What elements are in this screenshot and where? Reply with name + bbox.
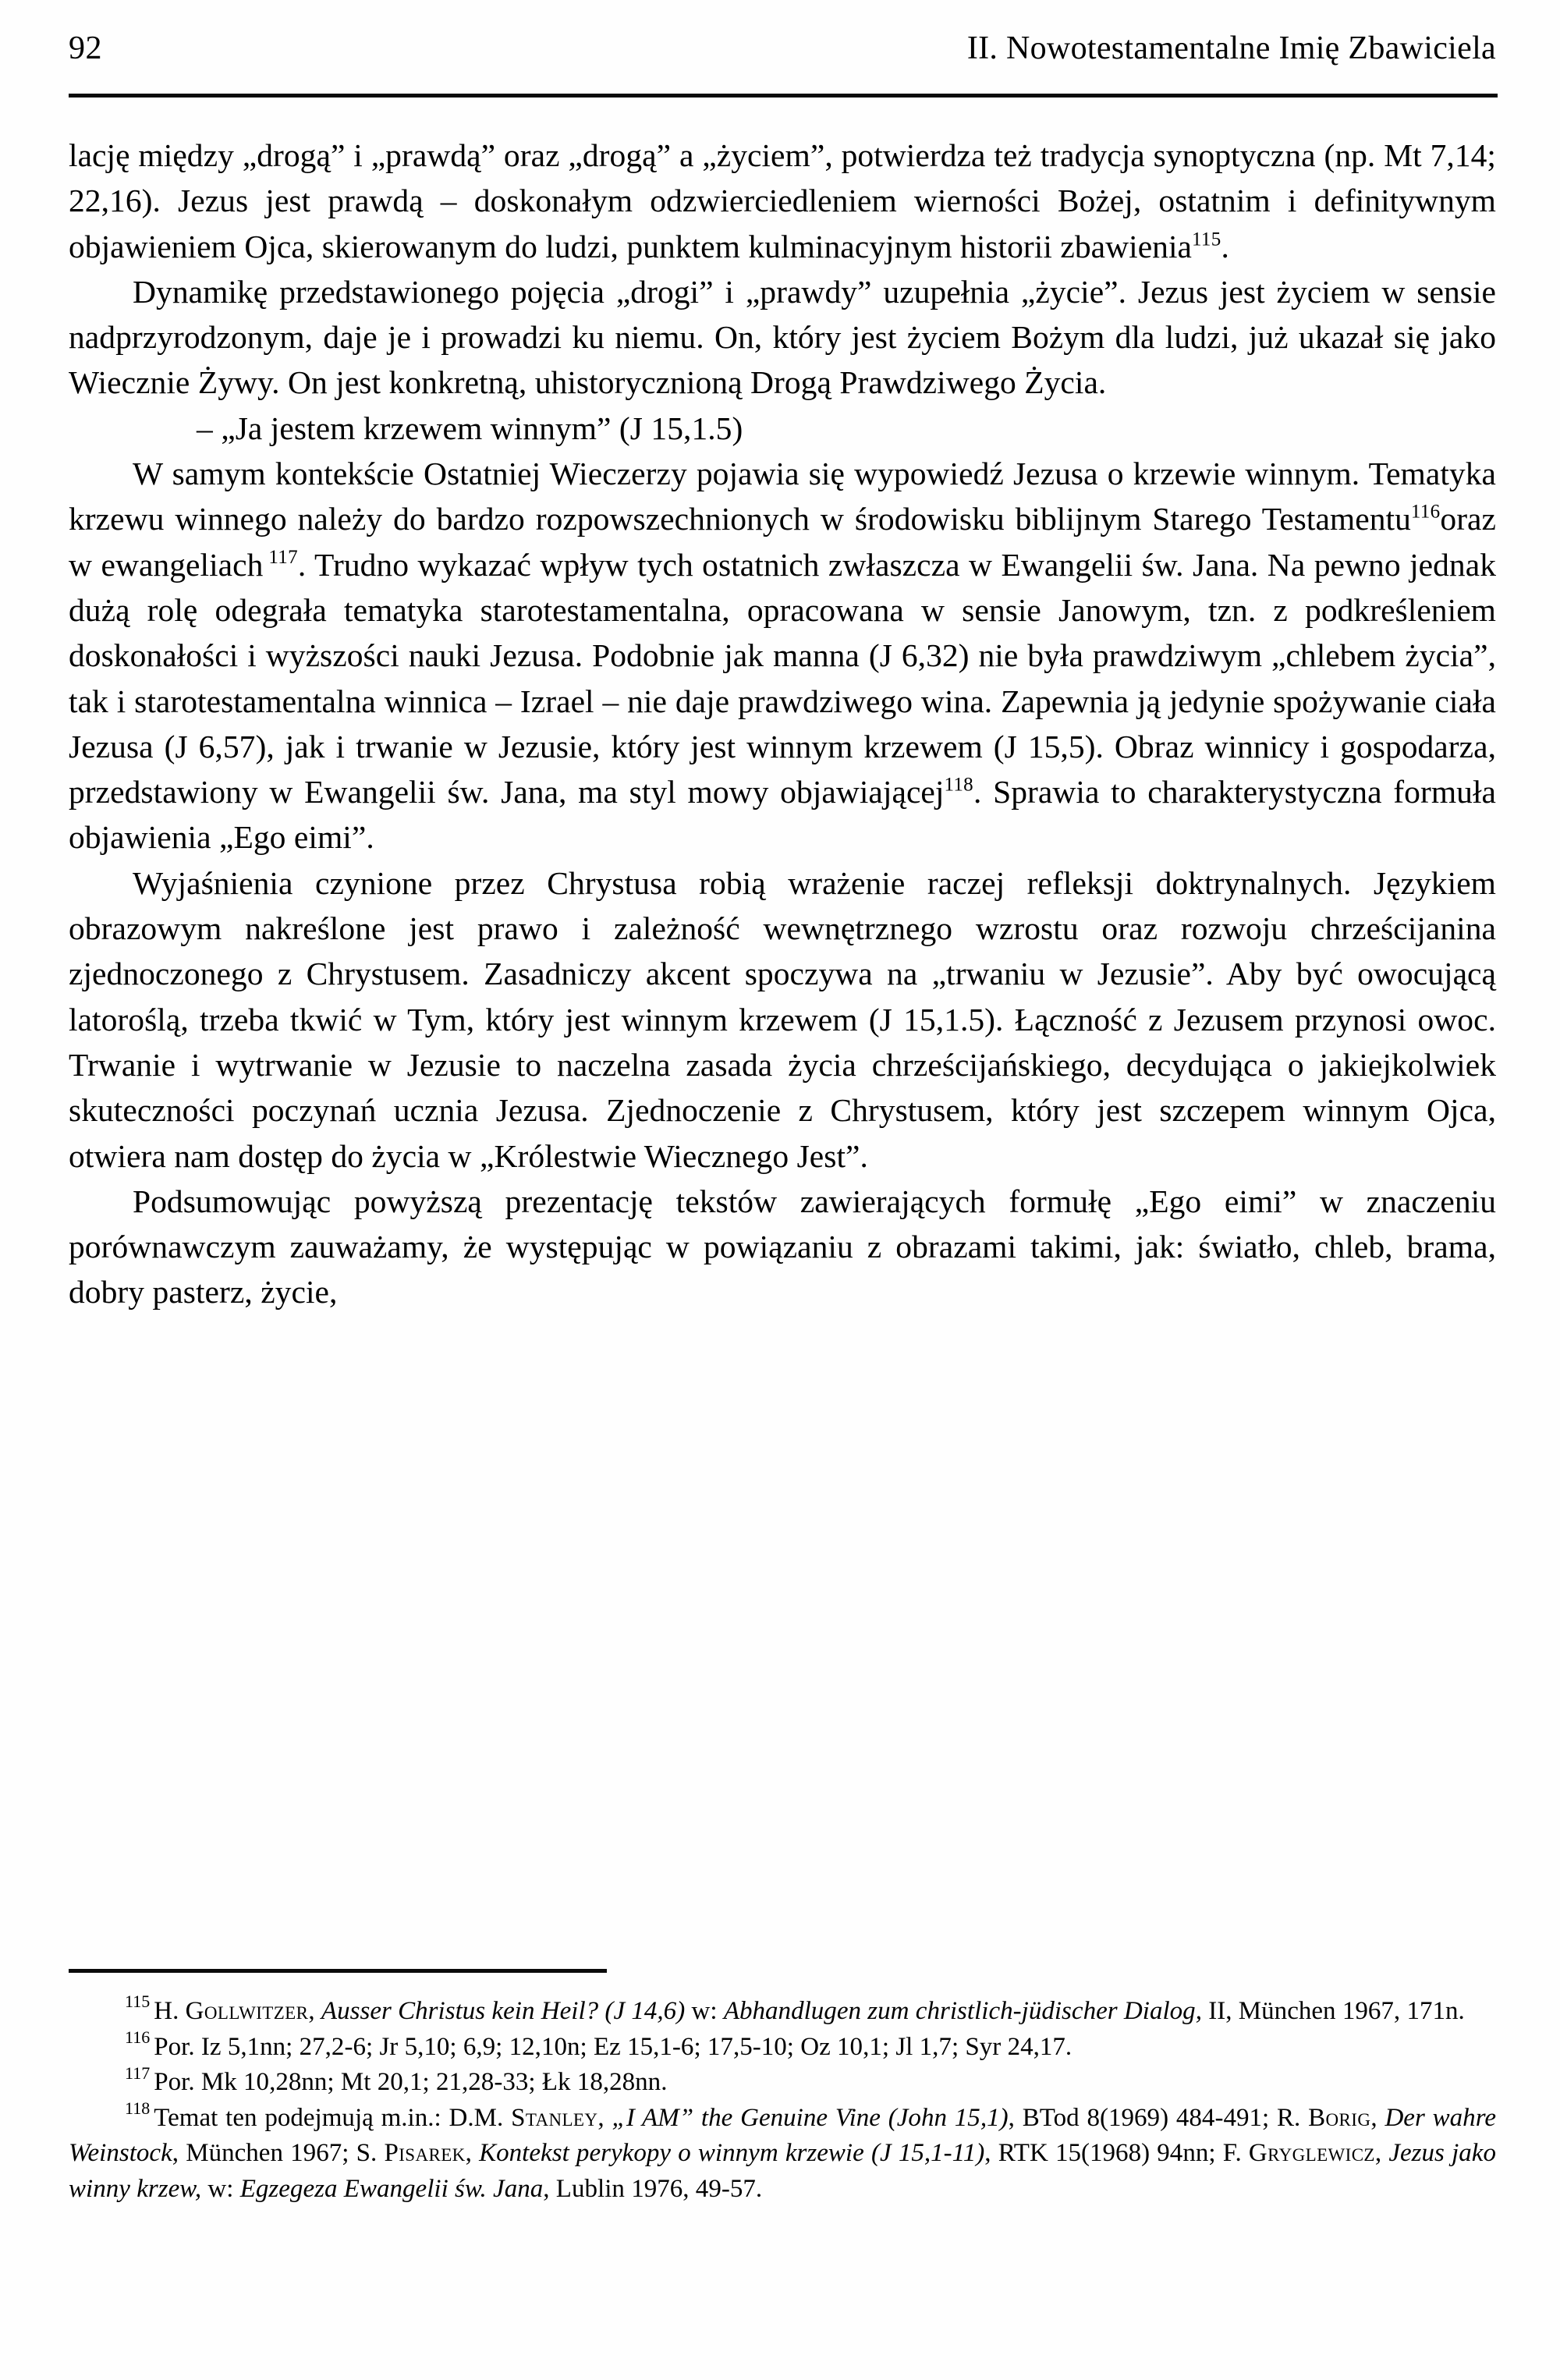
footnote-text-segment: , RTK 15(1968) 94nn; F. xyxy=(984,2139,1249,2168)
footnote-text-segment: Borig xyxy=(1308,2103,1371,2132)
footnote-text-segment: , xyxy=(597,2103,612,2132)
paragraph-3-part-a: W samym kontekście Ostatniej Wieczerzy pojawia się wypowiedź Jezusa o krzewie winnym. Tematyka krzewu winnego należy do bardzo rozpowszechnionych w środowisku biblijnym Starego Testamentu xyxy=(69,456,1496,537)
header-rule xyxy=(69,94,1498,98)
footnote-116 xyxy=(69,2027,1496,2066)
footnote-text-segment: Stanley xyxy=(511,2103,598,2132)
footnote-marker-115: 115 xyxy=(1192,229,1221,250)
footnote-number-115: 115 xyxy=(125,1992,151,2012)
footnote-text-segment: Jezus jako winny krzew, xyxy=(69,2139,1496,2203)
body-text xyxy=(69,133,1496,1315)
scripture-subheading: – „Ja jestem krzewem winnym” (J 15,1.5) xyxy=(197,410,743,446)
footnote-text-segment: , Lublin 1976, 49-57. xyxy=(543,2174,763,2203)
footnote-text-segment: II, München 1967, 171n. xyxy=(1201,1997,1465,2025)
footnote-marker-117: 117 xyxy=(268,547,298,569)
footnote-text-segment: Gryglewicz xyxy=(1248,2139,1375,2168)
footnote-text-segment: Por. Mk 10,28nn; Mt 20,1; 21,28-33; Łk 18,28nn. xyxy=(154,2068,668,2097)
paragraph-3-part-d: . Sprawia to charakterystyczna formuła objawienia „Ego eimi”. xyxy=(69,774,1496,856)
page-number: 92 xyxy=(69,30,102,66)
footnote-text-segment: Ausser Christus kein Heil? (J 14,6) xyxy=(321,1997,686,2025)
running-head-title: II. Nowotestamentalne Imię Zbawiciela xyxy=(966,30,1496,66)
footnote-number-116: 116 xyxy=(125,2027,151,2048)
footnote-115 xyxy=(69,1994,1496,2030)
paragraph-1-tail: . xyxy=(1221,228,1229,264)
footnote-118 xyxy=(69,2098,1496,2208)
footnote-text-segment: Der wahre Weinstock xyxy=(69,2103,1496,2168)
paragraph-4: Wyjaśnienia czynione przez Chrystusa robią wrażenie raczej refleksji doktrynalnych. Językiem obrazowym nakreślone jest prawo i zależność wewnętrznego wzrostu oraz rozwoju chrześcijanina zjednoczonego z Chrystusem. Zasadniczy akcent spoczywa na „trwaniu w Jezusie”. Aby być owocującą latoroślą, trzeba tkwić w Tym, który jest winnym krzewem (J 15,1.5). Łączność z Jezusem przynosi owoc. Trwanie i wytrwanie w Jezusie to naczelna zasada życia chrześcijańskiego, decydująca o jakiejkolwiek skuteczności poczynań ucznia Jezusa. Zjednoczenie z Chrystusem, który jest szczepem winnym Ojca, otwiera nam dostęp do życia w „Królestwie Wiecznego Jest”. xyxy=(69,864,1496,1174)
paragraph-3 xyxy=(69,451,1496,860)
running-head xyxy=(69,30,1496,78)
paragraph-1-text: lację między „drogą” i „prawdą” oraz „drogą” a „życiem”, potwierdza też tradycja synoptyczna (np. Mt 7,14; 22,16). Jezus jest prawdą – doskonałym odzwierciedleniem wierności Bożej, ostatnim i definitywnym objawieniem Ojca, skierowanym do ludzi, punktem kulminacyjnym historii zbawienia xyxy=(69,137,1496,264)
footnote-number-118: 118 xyxy=(125,2098,151,2119)
footnote-block xyxy=(69,1994,1496,2208)
footnote-text-segment: w: xyxy=(685,1997,724,2025)
footnote-117 xyxy=(69,2065,1496,2101)
footnote-separator-rule xyxy=(69,1969,607,1973)
footnote-text-segment: , xyxy=(1374,2139,1389,2168)
footnote-text-segment: , xyxy=(308,1997,321,2025)
paragraph-3-part-c: . Trudno wykazać wpływ tych ostatnich zwłaszcza w Ewangelii św. Jana. Na pewno jednak dużą rolę odegrała tematyka starotestamentalna, opracowana w sensie Janowym, tzn. z podkreśleniem doskonałości i wyższości nauki Jezusa. Podobnie jak manna (J 6,32) nie była prawdziwym „chlebem życia”, tak i starotestamentalna winnica – Izrael – nie daje prawdziwego wina. Zapewnia ją jedynie spożywanie ciała Jezusa (J 6,57), jak i trwanie w Jezusie, który jest winnym krzewem (J 15,5). Obraz winnicy i gospodarza, przedstawiony w Ewangelii św. Jana, ma styl mowy objawiającej xyxy=(69,546,1497,810)
footnote-text-segment: Por. Iz 5,1nn; 27,2-6; Jr 5,10; 6,9; 12,10n; Ez 15,1-6; 17,5-10; Oz 10,1; Jl 1,7; Syr 24,17. xyxy=(154,2032,1072,2061)
footnote-text-segment: , BTod 8(1969) 484-491; R. xyxy=(1008,2103,1309,2132)
footnote-text-segment: Temat ten podejmują m.in.: D.M. xyxy=(154,2103,512,2132)
footnote-text-segment: Abhandlugen zum christlich-jüdischer Dialog, xyxy=(723,1997,1202,2025)
paragraph-5: Podsumowując powyższą prezentację tekstów zawierających formułę „Ego eimi” w znaczeniu porównawczym zauważamy, że występując w powiązaniu z obrazami takimi, jak: światło, chleb, brama, dobry pasterz, życie, xyxy=(69,1183,1496,1311)
footnote-text-segment: Egzegeza Ewangelii św. Jana xyxy=(239,2174,544,2203)
footnote-text-segment: , xyxy=(465,2139,480,2168)
footnote-text-segment: , xyxy=(1370,2103,1385,2132)
footnote-number-117: 117 xyxy=(125,2063,151,2083)
footnote-text-segment: w: xyxy=(201,2174,240,2203)
page-content-area xyxy=(69,0,1496,2380)
paragraph-continuation xyxy=(69,133,1496,269)
footnote-text-segment: Pisarek xyxy=(384,2139,466,2168)
paragraph-3-part-b: oraz w ewangeliach xyxy=(69,501,1496,583)
paragraph-2: Dynamikę przedstawionego pojęcia „drogi” i „prawdy” uzupełnia „życie”. Jezus jest życiem w sensie nadprzyrodzonym, daje je i prowadzi ku niemu. On, który jest życiem Bożym dla ludzi, już ukazał się jako Wiecznie Żywy. On jest konkretną, uhistorycznioną Drogą Prawdziwego Życia. xyxy=(69,273,1496,401)
footnote-marker-118: 118 xyxy=(944,774,973,796)
footnote-text-segment: , München 1967; S. xyxy=(172,2139,385,2168)
footnote-text-segment: H. xyxy=(154,1997,186,2025)
footnote-text-segment: Gollwitzer xyxy=(185,1997,309,2025)
footnote-text-segment: „I AM” the Genuine Vine (John 15,1) xyxy=(612,2103,1009,2132)
footnote-marker-116: 116 xyxy=(1410,501,1441,523)
footnote-text-segment: Kontekst perykopy o winnym krzewie (J 15,1-11) xyxy=(479,2139,985,2168)
